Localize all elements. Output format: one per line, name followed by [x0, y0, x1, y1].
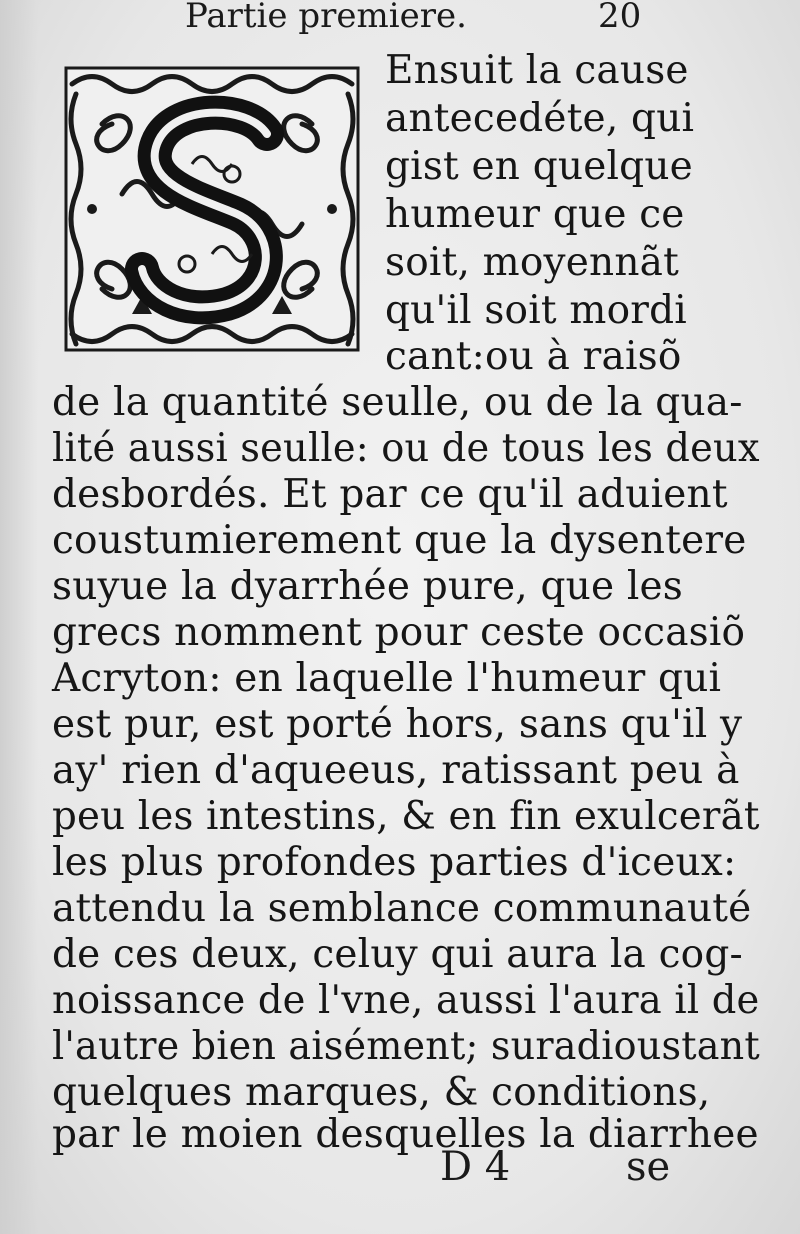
text-line: soit, moyennãt [385, 240, 679, 285]
text-line: desbordés. Et par ce qu'il aduient [52, 472, 728, 517]
signature-mark: D 4 [440, 1144, 511, 1190]
text-line: noissance de l'vne, aussi l'aura il de [52, 978, 760, 1023]
text-line: cant:ou à raisõ [385, 334, 682, 379]
catchword: se [626, 1144, 671, 1190]
text-line: lité aussi seulle: ou de tous les deux [52, 426, 760, 471]
running-title: Partie premiere. [185, 0, 467, 36]
text-line: ay' rien d'aqueeus, ratissant peu à [52, 748, 740, 793]
text-line: grecs nomment pour ceste occasiõ [52, 610, 746, 655]
text-line: Acryton: en laquelle l'humeur qui [52, 656, 722, 701]
text-line: par le moien desquelles la diarrhee [52, 1112, 759, 1157]
text-line: est pur, est porté hors, sans qu'il y [52, 702, 743, 747]
text-line: coustumierement que la dysentere [52, 518, 747, 563]
text-line: l'autre bien aisément; suradioustant [52, 1024, 760, 1069]
text-line: de la quantité seulle, ou de la qua- [52, 380, 743, 425]
text-line: humeur que ce [385, 192, 685, 237]
text-line: attendu la semblance communauté [52, 886, 752, 931]
text-line: suyue la dyarrhée pure, que les [52, 564, 684, 609]
text-line: antecedéte, qui [385, 96, 695, 141]
folio-number: 20 [598, 0, 642, 36]
decorated-initial-S-icon [62, 64, 362, 354]
gutter-shadow [0, 0, 38, 1234]
text-line: qu'il soit mordi [385, 288, 687, 333]
text-line: Ensuit la cause [385, 48, 689, 93]
text-line: de ces deux, celuy qui aura la cog- [52, 932, 743, 977]
text-line: quelques marques, & conditions, [52, 1070, 711, 1115]
page-header [0, 0, 800, 48]
text-line: gist en quelque [385, 144, 693, 189]
text-line: les plus profondes parties d'iceux: [52, 840, 737, 885]
text-line: peu les intestins, & en fin exulcerãt [52, 794, 760, 839]
